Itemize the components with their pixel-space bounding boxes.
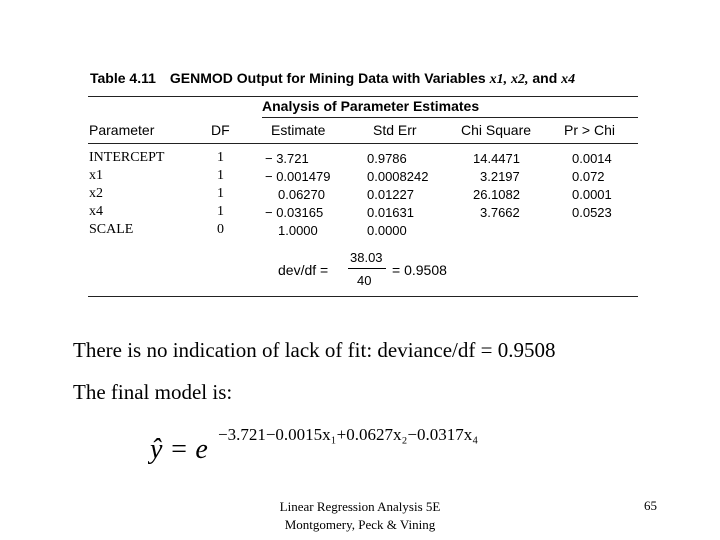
page-number: 65	[644, 498, 657, 513]
formula-lhs: ŷ = e	[150, 434, 208, 465]
table-subtitle: Analysis of Parameter Estimates	[262, 98, 480, 114]
cell-df: 1	[217, 186, 224, 201]
cell-df: 1	[217, 150, 224, 165]
dev-df-result: = 0.9508	[392, 262, 447, 278]
cell-std-err: 0.01227	[367, 187, 414, 202]
footer-authors: Montgomery, Peck & Vining	[284, 517, 436, 532]
cell-parameter: SCALE	[89, 222, 134, 237]
cell-std-err: 0.0008242	[367, 169, 429, 184]
cell-estimate: − 0.03165	[265, 205, 324, 220]
col-header-std-err: Std Err	[373, 122, 417, 138]
cell-parameter: INTERCEPT	[89, 150, 165, 165]
cell-chi-square: 3.7662	[480, 205, 520, 220]
cell-chi-square: 26.1082	[473, 187, 520, 202]
model-formula	[148, 420, 568, 470]
header-rule	[88, 143, 638, 144]
col-header-df: DF	[211, 122, 230, 138]
col-header-parameter: Parameter	[89, 122, 155, 138]
table-bottom-rule	[88, 296, 638, 297]
fraction-bar	[348, 268, 386, 269]
cell-pr-chi: 0.0001	[572, 187, 612, 202]
title-and: and	[532, 70, 558, 86]
cell-std-err: 0.0000	[367, 223, 407, 238]
cell-std-err: 0.01631	[367, 205, 414, 220]
model-intro: The final model is:	[73, 380, 233, 404]
cell-pr-chi: 0.0523	[572, 205, 612, 220]
cell-chi-square: 3.2197	[480, 169, 520, 184]
subtitle-rule	[262, 117, 638, 118]
table-top-rule	[88, 96, 638, 97]
cell-parameter: x4	[89, 204, 103, 219]
cell-pr-chi: 0.0014	[572, 151, 612, 166]
cell-estimate: − 0.001479	[265, 169, 331, 184]
cell-std-err: 0.9786	[367, 151, 407, 166]
footer-book-title: Linear Regression Analysis 5E	[279, 499, 441, 514]
cell-chi-square: 14.4471	[473, 151, 520, 166]
fit-statement: There is no indication of lack of fit: deviance/df = 0.9508	[73, 338, 556, 362]
title-var-x1: x1,	[489, 72, 508, 87]
cell-estimate: 1.0000	[278, 223, 318, 238]
cell-estimate: − 3.721	[265, 151, 309, 166]
cell-pr-chi: 0.072	[572, 169, 605, 184]
col-header-estimate: Estimate	[271, 122, 326, 138]
formula-exponent: −3.721−0.0015x₁+0.0627x₂−0.0317x₄	[218, 425, 479, 444]
cell-parameter: x2	[89, 186, 103, 201]
cell-estimate: 0.06270	[278, 187, 325, 202]
table-title	[90, 70, 575, 88]
cell-df: 0	[217, 222, 224, 237]
dev-df-label: dev/df =	[278, 262, 329, 278]
dev-df-numerator: 38.03	[350, 250, 383, 265]
col-header-pr-chi: Pr > Chi	[564, 122, 615, 138]
cell-parameter: x1	[89, 168, 103, 183]
table-caption: GENMOD Output for Mining Data with Variables	[169, 70, 486, 86]
col-header-chi-square: Chi Square	[461, 122, 532, 138]
dev-df-denominator: 40	[357, 273, 372, 288]
title-var-x2: x2,	[510, 72, 529, 87]
title-var-x4: x4	[561, 72, 576, 87]
table-number: Table 4.11	[90, 70, 156, 86]
cell-df: 1	[217, 168, 224, 183]
slide-footer	[220, 498, 500, 534]
cell-df: 1	[217, 204, 224, 219]
